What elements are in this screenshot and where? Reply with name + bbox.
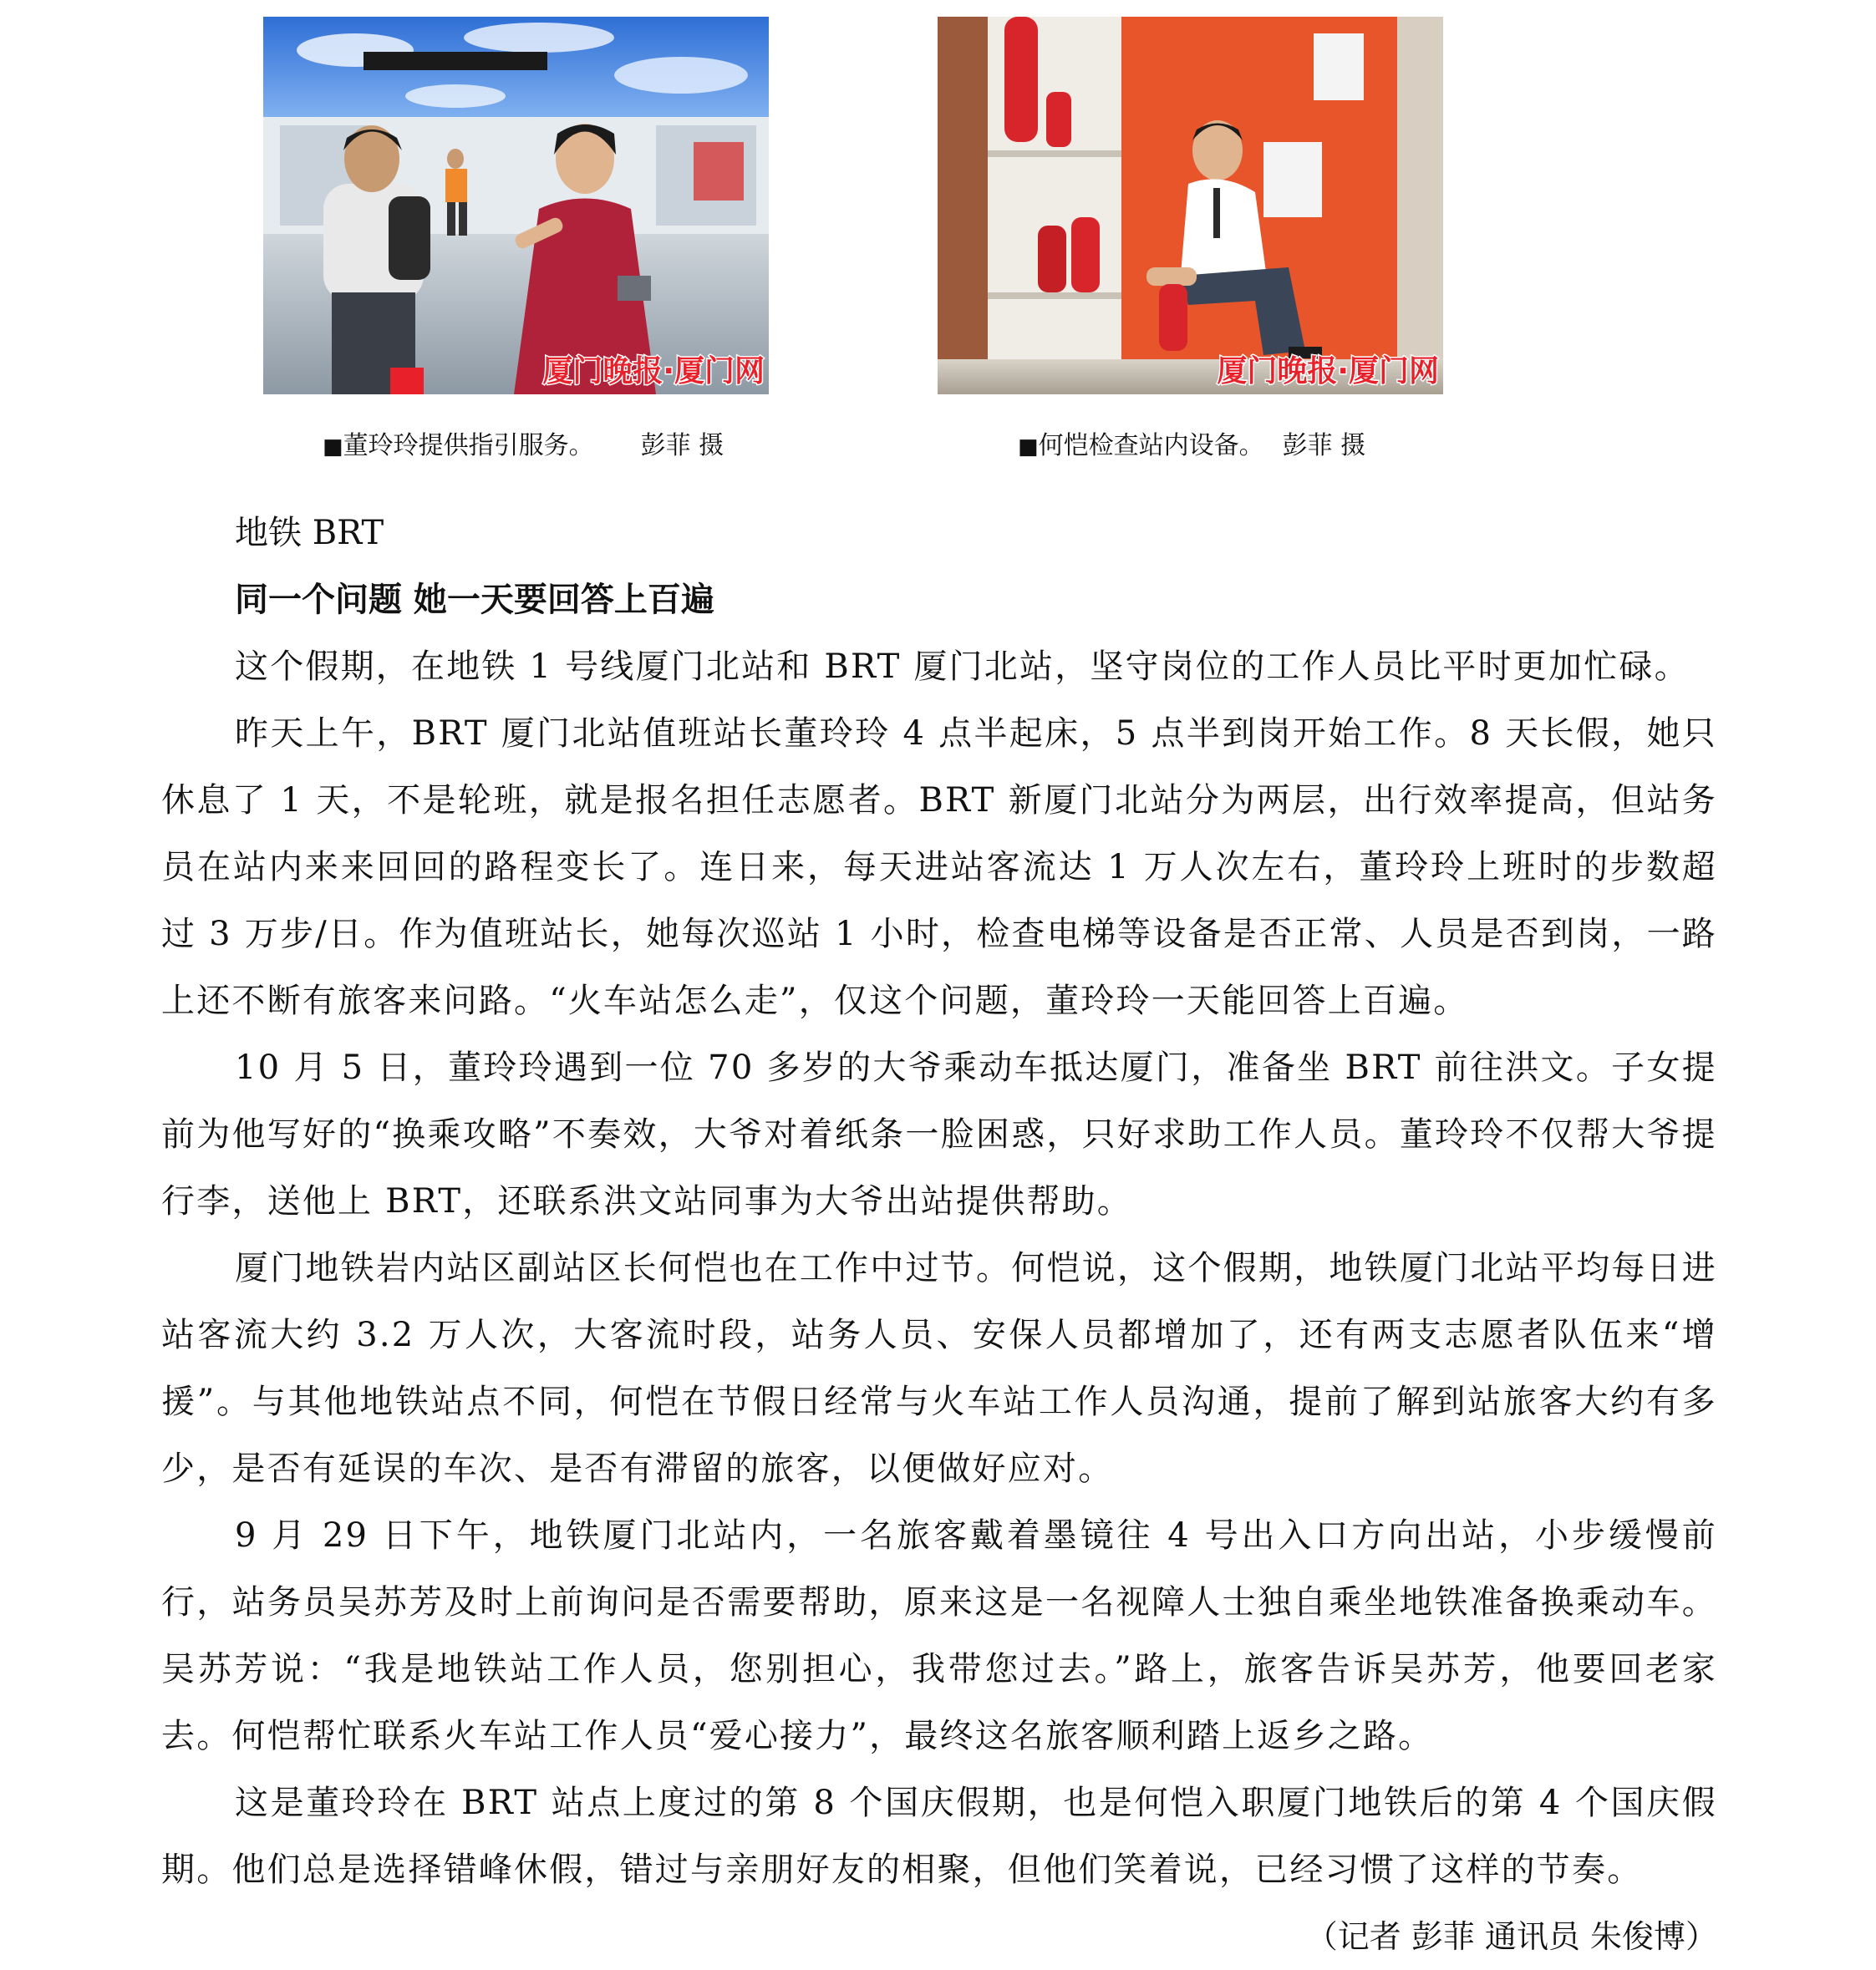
- watermark: 厦门晚报·厦门网: [542, 354, 765, 388]
- paragraph: 10 月 5 日，董玲玲遇到一位 70 多岁的大爷乘动车抵达厦门，准备坐 BRT 前往洪文。子女提前为他写好的“换乘攻略”不奏效，大爷对着纸条一脸困惑，只好求助工作人员。董玲玲不仅帮大爷提行李，送他上 BRT，还联系洪文站同事为大爷出站提供帮助。: [161, 1048, 1717, 1221]
- paragraph: 这个假期，在地铁 1 号线厦门北站和 BRT 厦门北站，坚守岗位的工作人员比平时更加忙碌。: [235, 647, 1690, 686]
- photo-guidance-service: [263, 17, 769, 394]
- extinguisher: [1071, 217, 1100, 292]
- cabinet-door: [938, 17, 988, 394]
- photo-equipment-inspection: [938, 17, 1443, 394]
- caption-text: 何恺检查站内设备。: [1038, 431, 1264, 460]
- photo-caption-right: [1018, 428, 1365, 465]
- extinguisher-held: [1159, 284, 1187, 351]
- photo-caption-left: [323, 428, 724, 465]
- article-headline: 同一个问题 她一天要回答上百遍: [235, 580, 714, 619]
- paragraph: 昨天上午，BRT 厦门北站值班站长董玲玲 4 点半起床，5 点半到岗开始工作。8 天长假，她只休息了 1 天，不是轮班，就是报名担任志愿者。BRT 新厦门北站分为两层，出行效率提高，但站务员在站内来来回回的路程变长了。连日来，每天进站客流达 1 万人次左右，董玲玲上班时的步数超过 3 万步/日。作为值班站长，她每次巡站 1 小时，检查电梯等设备是否正常、人员是否到岗，一路上还不断有旅客来问路。“火车站怎么走”，仅这个问题，董玲玲一天能回答上百遍。: [161, 714, 1717, 1020]
- direction-sign: [364, 52, 547, 70]
- watermark: 厦门晚报·厦门网: [1217, 354, 1439, 388]
- photo-inspection-scene: [938, 17, 1443, 394]
- paragraph: 这是董玲玲在 BRT 站点上度过的第 8 个国庆假期，也是何恺入职厦门地铁后的第 4 个国庆假期。他们总是选择错峰休假，错过与亲朋好友的相聚，但他们笑着说，已经习惯了这样的节奏。: [161, 1784, 1717, 1889]
- caption-text: 董玲玲提供指引服务。: [343, 431, 594, 460]
- article-kicker: 地铁 BRT: [235, 514, 384, 552]
- paragraph: 厦门地铁岩内站区副站区长何恺也在工作中过节。何恺说，这个假期，地铁厦门北站平均每日进站客流大约 3.2 万人次，大客流时段，站务人员、安保人员都增加了，还有两支志愿者队伍来“增援”。与其他地铁站点不同，何恺在节假日经常与火车站工作人员沟通，提前了解到站旅客大约有多少，是否有延误的车次、是否有滞留的旅客，以便做好应对。: [161, 1249, 1717, 1488]
- byline: （记者 彭菲 通讯员 朱俊博）: [1305, 1918, 1717, 1955]
- photo-guidance-scene: [263, 17, 769, 394]
- hose-reel: [1004, 17, 1038, 142]
- caption-mark: ■: [1018, 434, 1039, 459]
- paragraph: 9 月 29 日下午，地铁厦门北站内，一名旅客戴着墨镜往 4 号出入口方向出站，小步缓慢前行，站务员吴苏芳及时上前询问是否需要帮助，原来这是一名视障人士独自乘坐地铁准备换乘动车。吴苏芳说：“我是地铁站工作人员，您别担心，我带您过去。”路上，旅客告诉吴苏芳，他要回老家去。何恺帮忙联系火车站工作人员“爱心接力”，最终这名旅客顺利踏上返乡之路。: [161, 1516, 1717, 1755]
- photo-credit: 彭菲 摄: [640, 431, 724, 460]
- photo-credit: 彭菲 摄: [1282, 431, 1366, 460]
- caption-mark: ■: [323, 434, 343, 459]
- article: [161, 500, 1717, 1970]
